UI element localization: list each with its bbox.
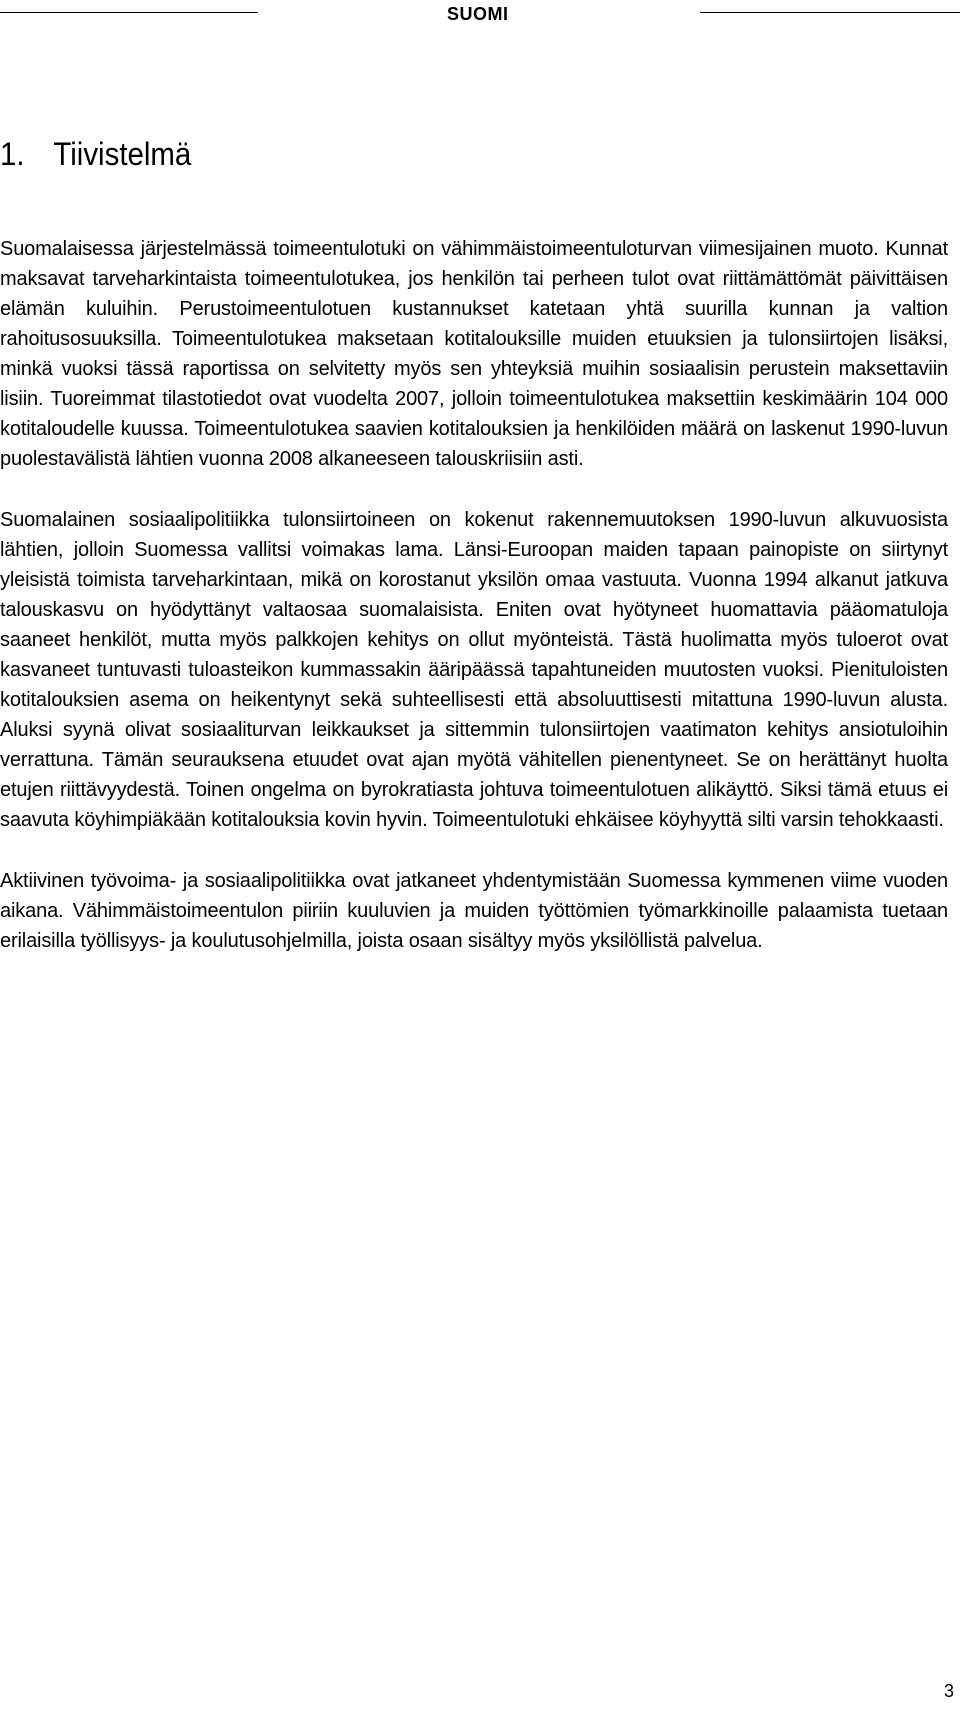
paragraph-2: Suomalainen sosiaalipolitiikka tulonsiirtoineen on kokenut rakennemuutoksen 1990-luvun alkuvuosista lähtien, jolloin Suomessa vallitsi voimakas lama. Länsi-Euroopan maiden tapaan painopiste on siirtynyt yleisistä toimista tarveharkintaan, mikä on korostanut yksilön omaa vastuuta. Vuonna 1994 alkanut jatkuva talouskasvu on hyödyttänyt valtaosaa suomalaisista. Eniten ovat hyötyneet huomattavia pääomatuloja saaneet henkilöt, mutta myös palkkojen kehitys on ollut myönteistä. Tästä huolimatta myös tuloerot ovat kasvaneet tuntuvasti tuloasteikon kummassakin ääripäässä tapahtuneiden muutosten vuoksi. Pienituloisten kotitalouksien asema on heikentynyt sekä suhteellisesti että absoluuttisesti mitattuna 1990-luvun alusta. Aluksi syynä olivat sosiaaliturvan leikkaukset ja sittemmin tulonsiirtojen vaatimaton kehitys ansiotuloihin verrattuna. Tämän seurauksena etuudet ovat ajan myötä vähitellen pienentyneet. Se on herättänyt huolta etujen riittävyydestä. Toinen ongelma on byrokratiasta johtuva toimeentulotuen alikäyttö. Siksi tämä etuus ei saavuta köyhimpiäkään kotitalouksia kovin hyvin. Toimeentulotuki ehkäisee köyhyyttä silti varsin tehokkaasti. [0,509,948,831]
section-number: 1. [0,136,25,172]
body-text [0,234,948,987]
section-title: Tiivistelmä [53,136,192,172]
page-header [0,0,960,36]
paragraph-3: Aktiivinen työvoima- ja sosiaalipolitiikka ovat jatkaneet yhdentymistään Suomessa kymmenen viime vuoden aikana. Vähimmäistoimeentulon piiriin kuuluvien ja muiden työttömien työmarkkinoille palaamista tuetaan erilaisilla työllisyys- ja koulutusohjelmilla, joista osaan sisältyy myös yksilöllistä palvelua. [0,870,948,952]
section-heading [0,136,191,173]
header-label: SUOMI [447,4,509,24]
header-rule-left [0,12,258,13]
header-rule-right [700,12,960,13]
page-number: 3 [943,1681,954,1701]
paragraph-1: Suomalaisessa järjestelmässä toimeentulotuki on vähimmäistoimeentuloturvan viimesijainen muoto. Kunnat maksavat tarveharkintaista toimeentulotukea, jos henkilön tai perheen tulot ovat riittämättömät päivittäisen elämän kuluihin. Perustoimeentulotuen kustannukset katetaan yhtä suurilla kunnan ja valtion rahoitusosuuksilla. Toimeentulotukea maksetaan kotitalouksille muiden etuuksien ja tulonsiirtojen lisäksi, minkä vuoksi tässä raportissa on selvitetty myös sen yhteyksiä muihin sosiaalisin perustein maksettaviin lisiin. Tuoreimmat tilastotiedot ovat vuodelta 2007, jolloin toimeentulotukea maksettiin keskimäärin 104 000 kotitaloudelle kuussa. Toimeentulotukea saavien kotitalouksien ja henkilöiden määrä on laskenut 1990-luvun puolestavälistä lähtien vuonna 2008 alkaneeseen talouskriisiin asti. [0,238,948,470]
